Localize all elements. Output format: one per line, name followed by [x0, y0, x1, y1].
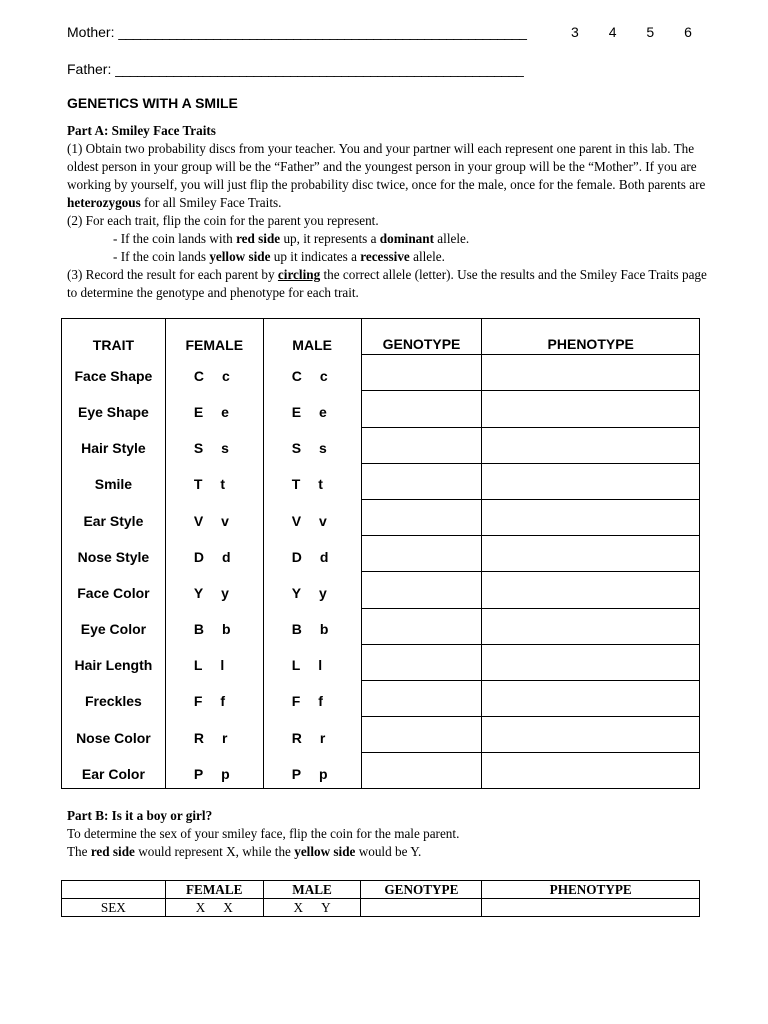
sex-row [62, 899, 700, 917]
female-alleles [165, 608, 263, 644]
sex-male-alleles [263, 899, 361, 917]
dominant-allele[interactable]: Y [193, 584, 204, 601]
phenotype-cell[interactable] [482, 608, 700, 644]
phenotype-cell[interactable] [482, 572, 700, 608]
trait-row [62, 463, 700, 499]
genotype-cell[interactable] [361, 499, 482, 535]
dominant-allele[interactable]: T [291, 476, 301, 493]
recessive-allele[interactable]: y [319, 584, 327, 601]
male-alleles [263, 463, 361, 499]
dominant-allele[interactable]: E [291, 403, 302, 420]
header-male: MALE [263, 319, 361, 355]
genotype-cell[interactable] [361, 536, 482, 572]
recessive-allele[interactable]: r [319, 729, 326, 746]
male-alleles [263, 608, 361, 644]
female-alleles [165, 463, 263, 499]
dominant-allele[interactable]: D [291, 548, 302, 565]
dominant-allele[interactable]: S [291, 440, 302, 457]
female-alleles [165, 644, 263, 680]
genotype-cell[interactable] [361, 463, 482, 499]
dominant-allele[interactable]: Y [291, 584, 302, 601]
page-title: GENETICS WITH A SMILE [67, 95, 238, 111]
recessive-allele[interactable]: t [220, 476, 226, 493]
trait-name: Nose Color [62, 717, 166, 753]
dominant-allele[interactable]: B [193, 621, 204, 638]
part-b-instructions [67, 807, 707, 861]
dominant-allele[interactable]: L [291, 657, 301, 674]
recessive-allele[interactable]: p [221, 765, 230, 782]
period-numbers [571, 24, 706, 40]
recessive-allele[interactable]: s [319, 440, 327, 457]
header-female: FEMALE [165, 319, 263, 355]
trait-name: Ear Style [62, 499, 166, 535]
recessive-allele[interactable]: c [221, 367, 230, 384]
trait-name: Eye Shape [62, 391, 166, 427]
phenotype-cell[interactable] [482, 427, 700, 463]
male-alleles [263, 427, 361, 463]
sex-header-female: FEMALE [165, 881, 263, 899]
period-6[interactable]: 6 [684, 24, 692, 40]
dominant-allele[interactable]: F [193, 693, 203, 710]
recessive-allele[interactable]: y [221, 584, 229, 601]
phenotype-cell[interactable] [482, 717, 700, 753]
part-b-line-1: To determine the sex of your smiley face, flip the coin for the male parent. [67, 826, 460, 841]
part-a-heading: Part A: Smiley Face Traits [67, 123, 216, 138]
sex-header-phenotype: PHENOTYPE [482, 881, 700, 899]
traits-table [61, 318, 700, 789]
allele[interactable]: X [293, 899, 304, 915]
recessive-allele[interactable]: f [318, 693, 323, 710]
header-phenotype: PHENOTYPE [482, 319, 700, 355]
dominant-allele[interactable]: L [193, 657, 203, 674]
recessive-allele[interactable]: l [318, 657, 323, 674]
trait-row [62, 536, 700, 572]
sex-female-alleles [165, 899, 263, 917]
dominant-allele[interactable]: R [193, 729, 204, 746]
male-alleles [263, 717, 361, 753]
recessive-allele[interactable]: t [318, 476, 323, 493]
phenotype-cell[interactable] [482, 499, 700, 535]
traits-header-row [62, 319, 700, 355]
dominant-allele[interactable]: E [193, 403, 204, 420]
allele[interactable]: Y [321, 899, 331, 915]
male-alleles [263, 499, 361, 535]
trait-name: Face Color [62, 572, 166, 608]
male-alleles [263, 680, 361, 716]
phenotype-cell[interactable] [482, 644, 700, 680]
dominant-allele[interactable]: R [291, 729, 302, 746]
part-b-line-2: The red side would represent X, while the yellow side would be Y. [67, 844, 422, 859]
female-alleles [165, 355, 263, 391]
male-alleles [263, 572, 361, 608]
dominant-allele[interactable]: P [291, 765, 302, 782]
male-alleles [263, 753, 361, 789]
trait-row [62, 572, 700, 608]
period-5[interactable]: 5 [646, 24, 655, 40]
header-genotype: GENOTYPE [361, 319, 482, 355]
recessive-allele[interactable]: c [319, 367, 328, 384]
dominant-allele[interactable]: P [193, 765, 204, 782]
sex-header-row [62, 881, 700, 899]
dominant-allele[interactable]: S [193, 440, 204, 457]
instruction-2: (2) For each trait, flip the coin for the parent you represent. [67, 213, 379, 228]
trait-name: Hair Length [62, 644, 166, 680]
female-alleles [165, 572, 263, 608]
allele[interactable]: X [195, 899, 206, 915]
trait-name: Smile [62, 463, 166, 499]
recessive-allele[interactable]: v [319, 512, 327, 529]
genotype-cell[interactable] [361, 355, 482, 391]
instruction-2-red: - If the coin lands with red side up, it represents a dominant allele. [113, 231, 470, 246]
dominant-allele[interactable]: F [291, 693, 301, 710]
sex-label: SEX [62, 899, 166, 917]
dominant-allele[interactable]: C [193, 367, 204, 384]
part-a-instructions [67, 122, 707, 302]
instruction-3: (3) Record the result for each parent by circling the correct allele (letter). Use the results and the Smiley Face Traits page to determine the genotype and phenotype for each trait. [67, 267, 707, 300]
genotype-cell[interactable] [361, 753, 482, 789]
mother-line [67, 24, 526, 40]
recessive-allele[interactable]: d [221, 548, 231, 565]
female-alleles [165, 717, 263, 753]
recessive-allele[interactable]: r [221, 729, 228, 746]
trait-row [62, 608, 700, 644]
sex-header-blank [62, 881, 166, 899]
female-alleles [165, 427, 263, 463]
recessive-allele[interactable]: b [221, 621, 231, 638]
trait-row [62, 391, 700, 427]
father-label: Father: [67, 61, 112, 77]
trait-row [62, 753, 700, 789]
trait-row [62, 717, 700, 753]
recessive-allele[interactable]: e [319, 403, 327, 420]
trait-name: Face Shape [62, 355, 166, 391]
trait-row [62, 427, 700, 463]
female-alleles [165, 391, 263, 427]
father-name-field[interactable]: ________________________________________________________ [115, 61, 524, 77]
trait-name: Nose Style [62, 536, 166, 572]
dominant-allele[interactable]: V [193, 512, 204, 529]
female-alleles [165, 499, 263, 535]
male-alleles [263, 536, 361, 572]
dominant-allele[interactable]: T [193, 476, 203, 493]
sex-table [61, 880, 700, 917]
sex-header-genotype: GENOTYPE [361, 881, 482, 899]
genotype-cell[interactable] [361, 608, 482, 644]
genotype-cell[interactable] [361, 572, 482, 608]
father-line [67, 61, 523, 77]
trait-name: Hair Style [62, 427, 166, 463]
trait-row [62, 499, 700, 535]
recessive-allele[interactable]: l [220, 657, 225, 674]
genotype-cell[interactable] [361, 644, 482, 680]
trait-row [62, 355, 700, 391]
trait-name: Eye Color [62, 608, 166, 644]
genotype-cell[interactable] [361, 717, 482, 753]
trait-name: Freckles [62, 680, 166, 716]
recessive-allele[interactable]: p [319, 765, 328, 782]
female-alleles [165, 753, 263, 789]
phenotype-cell[interactable] [482, 463, 700, 499]
dominant-allele[interactable]: B [291, 621, 302, 638]
female-alleles [165, 680, 263, 716]
sex-phenotype-cell[interactable] [482, 899, 700, 917]
recessive-allele[interactable]: b [319, 621, 329, 638]
phenotype-cell[interactable] [482, 536, 700, 572]
genotype-cell[interactable] [361, 391, 482, 427]
allele[interactable]: X [223, 899, 233, 915]
trait-name: Ear Color [62, 753, 166, 789]
header-trait: TRAIT [62, 319, 166, 355]
male-alleles [263, 644, 361, 680]
phenotype-cell[interactable] [482, 753, 700, 789]
genotype-cell[interactable] [361, 427, 482, 463]
phenotype-cell[interactable] [482, 355, 700, 391]
part-b-heading: Part B: Is it a boy or girl? [67, 808, 213, 823]
dominant-allele[interactable]: C [291, 367, 302, 384]
phenotype-cell[interactable] [482, 680, 700, 716]
instruction-2-yellow: - If the coin lands yellow side up it indicates a recessive allele. [113, 249, 445, 264]
sex-genotype-cell[interactable] [361, 899, 482, 917]
male-alleles [263, 391, 361, 427]
dominant-allele[interactable]: D [193, 548, 204, 565]
recessive-allele[interactable]: f [220, 693, 226, 710]
trait-row [62, 644, 700, 680]
sex-header-male: MALE [263, 881, 361, 899]
period-3[interactable]: 3 [571, 24, 579, 40]
recessive-allele[interactable]: d [319, 548, 329, 565]
phenotype-cell[interactable] [482, 391, 700, 427]
genotype-cell[interactable] [361, 680, 482, 716]
recessive-allele[interactable]: v [221, 512, 229, 529]
instruction-1: (1) Obtain two probability discs from your teacher. You and your partner will each represent one parent in this lab. The oldest person in your group will be the “Father” and the youngest person in your group will be the “Mother”. If you are working by yourself, you will just flip the probability disc twice, once for the male, once for the female. Both parents are heterozygous for all Smiley Face Traits. [67, 141, 706, 210]
recessive-allele[interactable]: s [221, 440, 229, 457]
trait-row [62, 680, 700, 716]
mother-name-field[interactable]: ________________________________________________________ [118, 24, 527, 40]
dominant-allele[interactable]: V [291, 512, 302, 529]
period-4[interactable]: 4 [608, 24, 617, 40]
male-alleles [263, 355, 361, 391]
mother-label: Mother: [67, 24, 115, 40]
recessive-allele[interactable]: e [221, 403, 229, 420]
female-alleles [165, 536, 263, 572]
